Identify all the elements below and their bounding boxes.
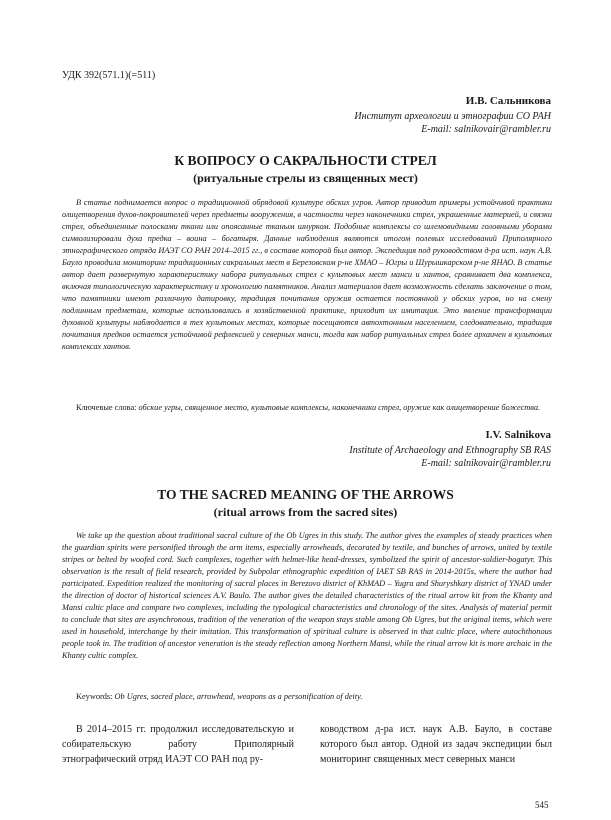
- email-ru: E-mail: salnikovair@rambler.ru: [421, 124, 551, 135]
- body-paragraph-1: В 2014–2015 гг. продолжил исследовательскую и собирательскую работу Приполярный этнографический отряд ИАЭТ СО РАН под ру-: [62, 724, 294, 765]
- udk-code: УДК 392(571.1)(=511): [62, 70, 156, 81]
- email-en: E-mail: salnikovair@rambler.ru: [421, 458, 551, 469]
- keywords-en-label: Keywords:: [76, 692, 113, 701]
- subtitle-ru: (ритуальные стрелы из священных мест): [193, 171, 418, 185]
- keywords-ru: [62, 402, 552, 414]
- body-paragraph-2: ководством д-ра ист. наук А.В. Бауло, в составе которого был автор. Одной из задач экспедиции был мониторинг священных мест северных манси: [320, 724, 552, 765]
- abstract-en-text: We take up the question about traditional sacral culture of the Ob Ugres in this study. The author gives the examples of steady practices when the guardian spirits were personified through the arm items, especially arrowheads, decorated by textile, and bunches of arrows, united by textile stripes or belted by woofed cord. Such complexes, together with helmet-like head-dresses, symbolized the spirit of ancestor-soldier-bogatyr. This observation is the result of field research, provided by Subpolar ethnographic expedition of IAET SB RAS in 2014-2015s, where the author had participated. Expedition realized the monitoring of sacral places in Berezovo district of KhMAD – Yugra and Shuryshkary district of YNAD under the direction of doctor of historical sciences A.V. Baulo. The author gives the detailed characteristics of the ritual arrow kit from the Khanty and Mansi cultic place and compare two complexes, including the typological characteristics and chronology of the sites. Analysis of material permit to conclude that sites are asynchronous, tradition of the veneration of the weapon stays stable among Ob Ugres, but the original items, which were used in household, interchange by their imitation. This transformation of spiritual culture is observed in that cultic place, where autochthonous people took in. The tradition of ancestor veneration is the steady reflection among Northern Mansi, while the ritual arrow kit is more archaic in the Khanty cultic complex.: [62, 531, 552, 660]
- keywords-en-text: Ob Ugres, sacred place, arrowhead, weapons as a personification of deity.: [114, 692, 363, 701]
- body-column-left: [62, 722, 294, 767]
- keywords-ru-label: Ключевые слова:: [76, 403, 137, 412]
- page-number: 545: [535, 800, 549, 810]
- abstract-ru: [62, 197, 552, 353]
- title-ru: К ВОПРОСУ О САКРАЛЬНОСТИ СТРЕЛ: [174, 153, 437, 168]
- abstract-ru-text: В статье поднимается вопрос о традиционной обрядовой культуре обских угров. Автор приводит примеры устойчивой практики олицетворения духов-покровителей через предметы вооружения, в частности через наконечники стрел, украшенные материей, и связки стрел, объединенные полосками ткани или опоясанные тканым шнурком. Подобные комплексы со шлемовидными головными уборами символизировали духа предка – воина – богатыря. Данные наблюдения являются итогом полевых исследований Приполярного этнографического отряда ИАЭТ СО РАН 2014–2015 гг., в составе которой был автор. Экспедиция под руководством д-ра ист. наук А.В. Бауло проводила мониторинг традиционных сакральных мест в Березовском р-не ХМАО – Югры и Шурышкарском р-не ЯНАО. В статье автор дает развернутую характеристику набора ритуальных стрел с культовых мест манси и хантов, сравнивает два комплекса, включая типологическую характеристику и хронологию памятников. Анализ материалов дает возможность сделать заключение о том, что памятники имеют различную датировку, традиция почитания оружия остается постоянной у обских угров, но на смену подлинным предметам, которые использовались в хозяйственной практике, приходит их имитация. Это явление трансформации духовной культуры наблюдается в тех культовых местах, которые посещаются автохтонным населением, следовательно, традиция почитания предков остается устойчивой рефлексией у северных манси, тогда как набор ритуальных стрел более архаичен в культовых комплексах хантов.: [62, 198, 552, 351]
- subtitle-en: (ritual arrows from the sacred sites): [213, 505, 398, 519]
- title-en: TO THE SACRED MEANING OF THE ARROWS: [157, 487, 454, 502]
- affiliation-ru: Институт археологии и этнографии СО РАН: [354, 111, 551, 122]
- keywords-en: [62, 691, 552, 703]
- author-ru: И.В. Сальникова: [465, 95, 551, 107]
- body-column-right: [320, 722, 552, 767]
- affiliation-en: Institute of Archaeology and Ethnography SB RAS: [349, 445, 551, 456]
- keywords-ru-text: обские угры, священное место, культовые комплексы, наконечники стрел, оружие как олицетворение божества.: [138, 403, 541, 412]
- author-en: I.V. Salnikova: [485, 429, 551, 441]
- abstract-en: [62, 530, 552, 662]
